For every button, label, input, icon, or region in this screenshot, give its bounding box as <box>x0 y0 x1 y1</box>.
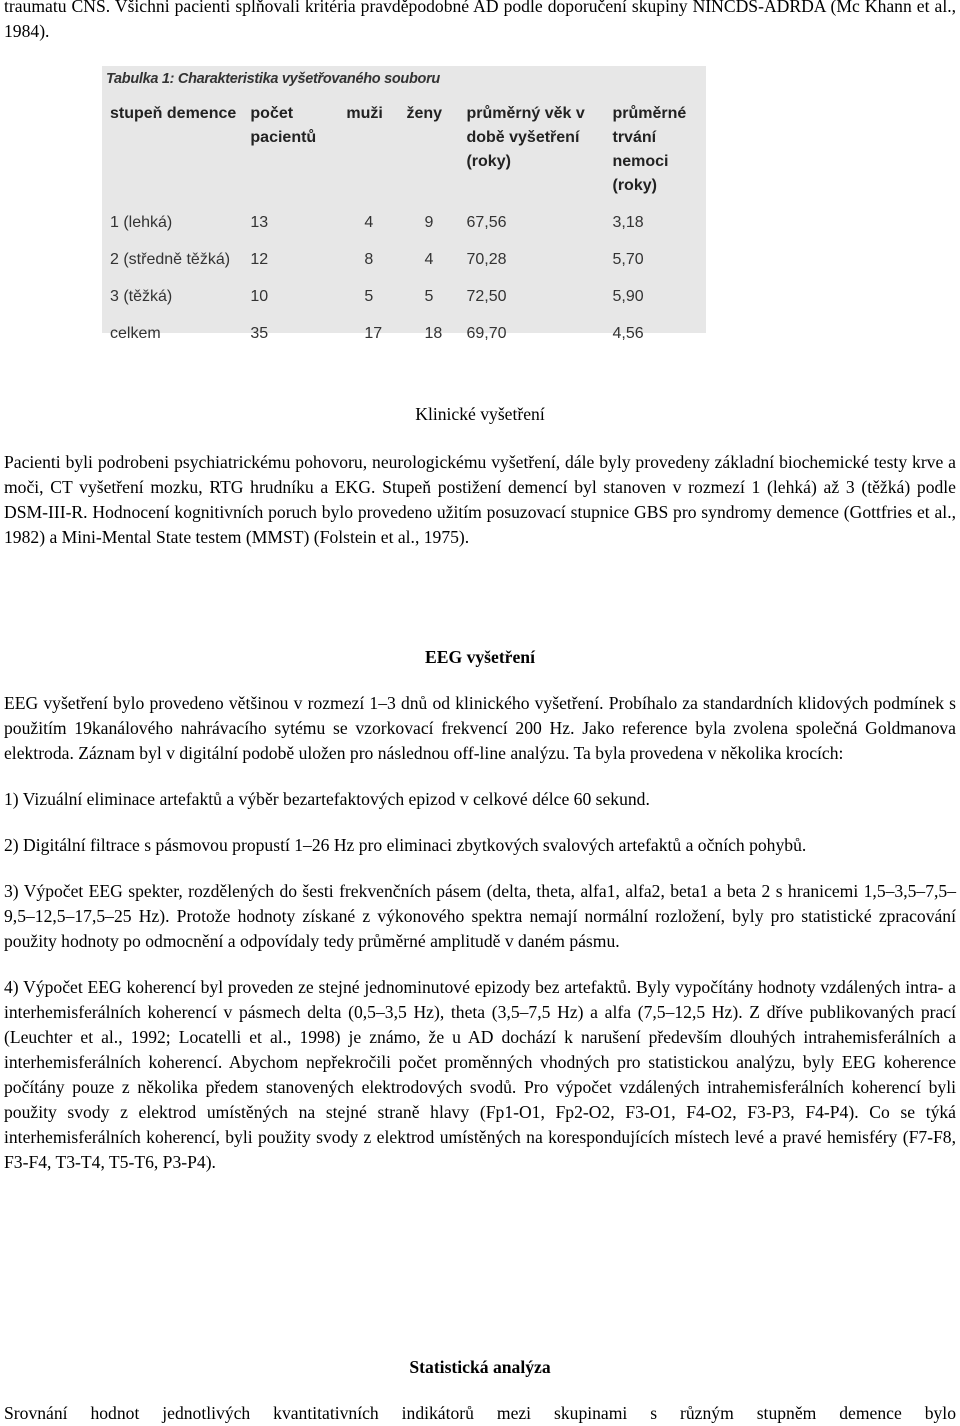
table-cell: 72,50 <box>466 287 507 305</box>
table-header-cell: počet pacientů <box>250 105 317 146</box>
characteristics-table <box>110 102 706 352</box>
table-cell: 1 (lehká) <box>110 213 173 231</box>
table-caption: Tabulka 1: Charakteristika vyšetřovaného souboru <box>106 71 440 87</box>
eeg-intro-paragraph: EEG vyšetření bylo provedeno většinou v rozmezí 1–3 dnů od klinického vyšetření. Probíhalo za standardních klidových podmínek s použitím 19kanálového nahrávacího sytému se vzorkovací frekvencí 200 Hz. Jako reference byla zvolena společná Goldmanova elektroda. Záznam byl v digitální podobě uložen pro následnou off-line analýzu. Ta byla provedena v několika krocích: <box>4 693 956 763</box>
stat-paragraph: Srovnání hodnot jednotlivých kvantitativních indikátorů mezi skupinami s různým stupněm demence bylo <box>4 1403 956 1423</box>
table-cell: 13 <box>250 213 269 231</box>
eeg-step-2: 2) Digitální filtrace s pásmovou propustí 1–26 Hz pro eliminaci zbytkových svalových artefaktů a očních pohybů. <box>4 835 807 855</box>
table-cell: 4,56 <box>612 324 644 342</box>
table-header-cell: muži <box>346 105 383 122</box>
table-cell: 2 (středně těžká) <box>110 250 231 268</box>
eeg-step-3: 3) Výpočet EEG spekter, rozdělených do šesti frekvenčních pásem (delta, theta, alfa1, alfa2, beta1 a beta 2 s hranicemi 1,5–3,5–7,5–9,5–12,5–17,5–25 Hz). Protože hodnoty získané z výkonového spektra nemají normální rozložení, byly pro statistické zpracování použity hodnoty po odmocnění a odpovídaly tedy průměrné amplitudě v daném pásmu. <box>4 881 956 951</box>
table-row <box>110 241 706 278</box>
table-header-cell: stupeň demence <box>110 105 237 122</box>
eeg-step-4: 4) Výpočet EEG koherencí byl proveden ze stejné jednominutové epizody bez artefaktů. Byly vypočítány hodnoty vzdálených intra- a interhemisferálních koherencí v pásmech delta (0,5–3,5 Hz), theta (3,5–7,5 Hz) a alfa (7,5–12,5 Hz). Z dříve publikovaných prací (Leuchter et al., 1992; Locatelli et al., 1998) je známo, že u AD dochází k narušení především dlouhých intrahemisferálních a interhemisferálních koherencí. Abychom nepřekročili počet proměnných vhodných pro statistickou analýzu, byly EEG koherence počítány pouze z několika předem stanovených elektrodových svodů. Pro výpočet vzdálených intrahemisferálních koherencí byli použity svody z elektrod umístěných na stejné straně hlavy (Fp1-O1, Fp2-O2, F3-O1, F4-O2, F3-P3, F4-P4). Co se týká interhemisferálních koherencí, byli použity svody z elektrod umístěných na korespondujících místech levé a pravé hemisféry (F7-F8, F3-F4, T3-T4, T5-T6, P3-P4). <box>4 977 956 1172</box>
klinicke-section <box>4 402 956 550</box>
stat-section <box>4 1355 956 1426</box>
section-heading: EEG vyšetření <box>425 647 535 667</box>
table-cell: 69,70 <box>466 324 507 342</box>
table-header-cell: průměrný věk v době vyšetření (roky) <box>466 105 585 170</box>
table-cell: 4 <box>424 250 434 268</box>
table-row <box>110 315 706 352</box>
table-cell: 5,90 <box>612 287 644 305</box>
eeg-section <box>4 645 956 1175</box>
klinicke-paragraph: Pacienti byli podrobeni psychiatrickému pohovoru, neurologickému vyšetření, dále byly provedeny základní biochemické testy krve a moči, CT vyšetření mozku, RTG hrudníku a EKG. Stupeň postižení demencí byl stanoven v rozmezí 1 (lehká) až 3 (těžká) podle DSM-III-R. Hodnocení kognitivních poruch bylo provedeno užitím posuzovací stupnice GBS pro syndromy demence (Gottfries et al., 1982) a Mini-Mental State testem (MMST) (Folstein et al., 1975). <box>4 452 956 547</box>
table-cell: 17 <box>364 324 383 342</box>
eeg-step-1: 1) Vizuální eliminace artefaktů a výběr bezartefaktových epizod v celkové délce 60 sekund. <box>4 789 650 809</box>
table-cell: 12 <box>250 250 269 268</box>
table-cell: 5 <box>364 287 374 305</box>
table-row <box>110 204 706 241</box>
table-row <box>110 278 706 315</box>
table-cell: 3,18 <box>612 213 644 231</box>
table-header-cell: průměrné trvání nemoci (roky) <box>612 105 687 194</box>
table-cell: celkem <box>110 324 161 342</box>
section-heading: Statistická analýza <box>409 1357 551 1377</box>
table-cell: 70,28 <box>466 250 507 268</box>
table-cell: 67,56 <box>466 213 507 231</box>
table-cell: 8 <box>364 250 374 268</box>
table-figure <box>102 66 706 342</box>
table-cell: 18 <box>424 324 443 342</box>
table-cell: 10 <box>250 287 269 305</box>
table-cell: 5,70 <box>612 250 644 268</box>
table-cell: 9 <box>424 213 434 231</box>
intro-paragraph: traumatu CNS. Všichni pacienti splňovali kritéria pravděpodobné AD podle doporučení skupiny NINCDS-ADRDA (Mc Khann et al., 1984). <box>4 0 956 41</box>
table-cell: 35 <box>250 324 269 342</box>
section-heading: Klinické vyšetření <box>415 404 545 424</box>
table-header-cell: ženy <box>406 105 443 122</box>
table-cell: 3 (těžká) <box>110 287 173 305</box>
table-header-row <box>110 102 706 204</box>
table-cell: 5 <box>424 287 434 305</box>
table-cell: 4 <box>364 213 374 231</box>
